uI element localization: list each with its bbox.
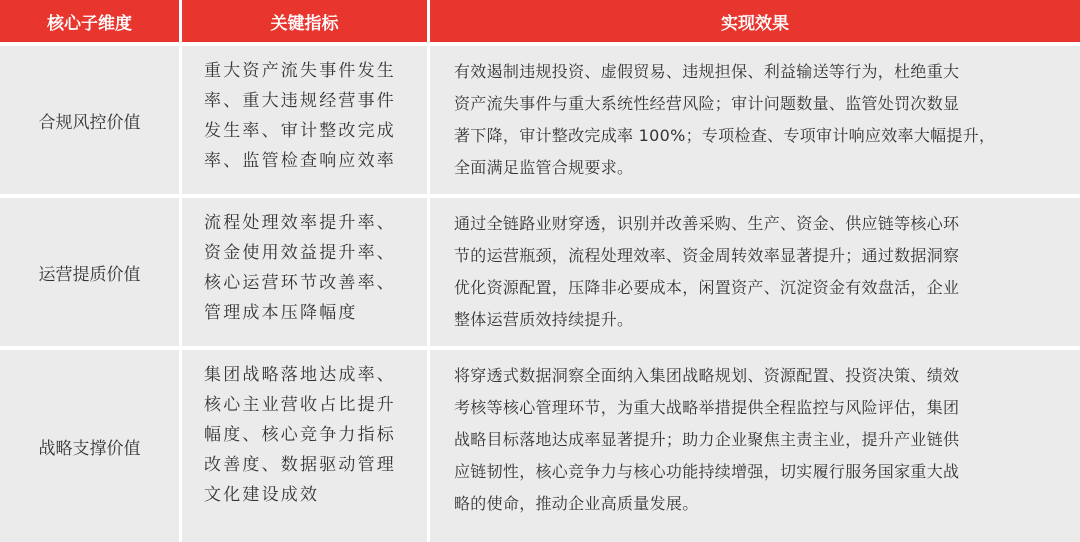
effect-line: 战略目标落地达成率显著提升；助力企业聚焦主责主业，提升产业链供 (454, 430, 960, 449)
kpi-line: 核心运营环节改善率、 (204, 273, 396, 293)
kpi-line: 发生率、审计整改完成 (204, 121, 396, 141)
effect-line: 节的运营瓶颈，流程处理效率、资金周转效率显著提升；通过数据洞察 (454, 246, 960, 265)
effect-line: 资产流失事件与重大系统性经营风险；审计问题数量、监管处罚次数显 (454, 94, 960, 113)
kpi-line: 集团战略落地达成率、 (204, 365, 396, 385)
row-kpi-compliance (182, 42, 430, 194)
effect-line: 优化资源配置，压降非必要成本，闲置资产、沉淀资金有效盘活，企业 (454, 278, 960, 297)
header-kpi: 关键指标 (182, 0, 430, 42)
kpi-line: 幅度、核心竞争力指标 (204, 425, 396, 445)
row-dimension-operations: 运营提质价值 (0, 194, 182, 346)
effect-line: 全面满足监管合规要求。 (454, 158, 634, 177)
kpi-line: 改善度、数据驱动管理 (204, 455, 396, 475)
kpi-line: 核心主业营收占比提升 (204, 395, 396, 415)
effect-line: 将穿透式数据洞察全面纳入集团战略规划、资源配置、投资决策、绩效 (454, 366, 960, 385)
header-effect: 实现效果 (430, 0, 1080, 42)
effect-line: 考核等核心管理环节，为重大战略举措提供全程监控与风险评估，集团 (454, 398, 960, 417)
row-effect-operations (430, 194, 1080, 346)
effect-line: 通过全链路业财穿透，识别并改善采购、生产、资金、供应链等核心环 (454, 214, 960, 233)
effect-line: 有效遏制违规投资、虚假贸易、违规担保、利益输送等行为，杜绝重大 (454, 62, 960, 81)
effect-line: 应链韧性，核心竞争力与核心功能持续增强，切实履行服务国家重大战 (454, 462, 960, 481)
row-kpi-operations (182, 194, 430, 346)
row-effect-strategy (430, 346, 1080, 542)
effect-line: 略的使命，推动企业高质量发展。 (454, 494, 699, 513)
kpi-line: 率、监管检查响应效率 (204, 151, 396, 171)
row-dimension-strategy: 战略支撑价值 (0, 346, 182, 542)
kpi-line: 重大资产流失事件发生 (204, 61, 396, 81)
effect-line: 整体运营质效持续提升。 (454, 310, 634, 329)
kpi-line: 管理成本压降幅度 (204, 303, 358, 323)
row-effect-compliance (430, 42, 1080, 194)
header-dimension: 核心子维度 (0, 0, 182, 42)
row-dimension-compliance: 合规风控价值 (0, 42, 182, 194)
row-kpi-strategy (182, 346, 430, 542)
kpi-line: 文化建设成效 (204, 485, 320, 505)
kpi-line: 率、重大违规经营事件 (204, 91, 396, 111)
effect-line: 著下降，审计整改完成率 100%；专项检查、专项审计响应效率大幅提升， (454, 126, 996, 145)
kpi-line: 流程处理效率提升率、 (204, 213, 396, 233)
kpi-line: 资金使用效益提升率、 (204, 243, 396, 263)
